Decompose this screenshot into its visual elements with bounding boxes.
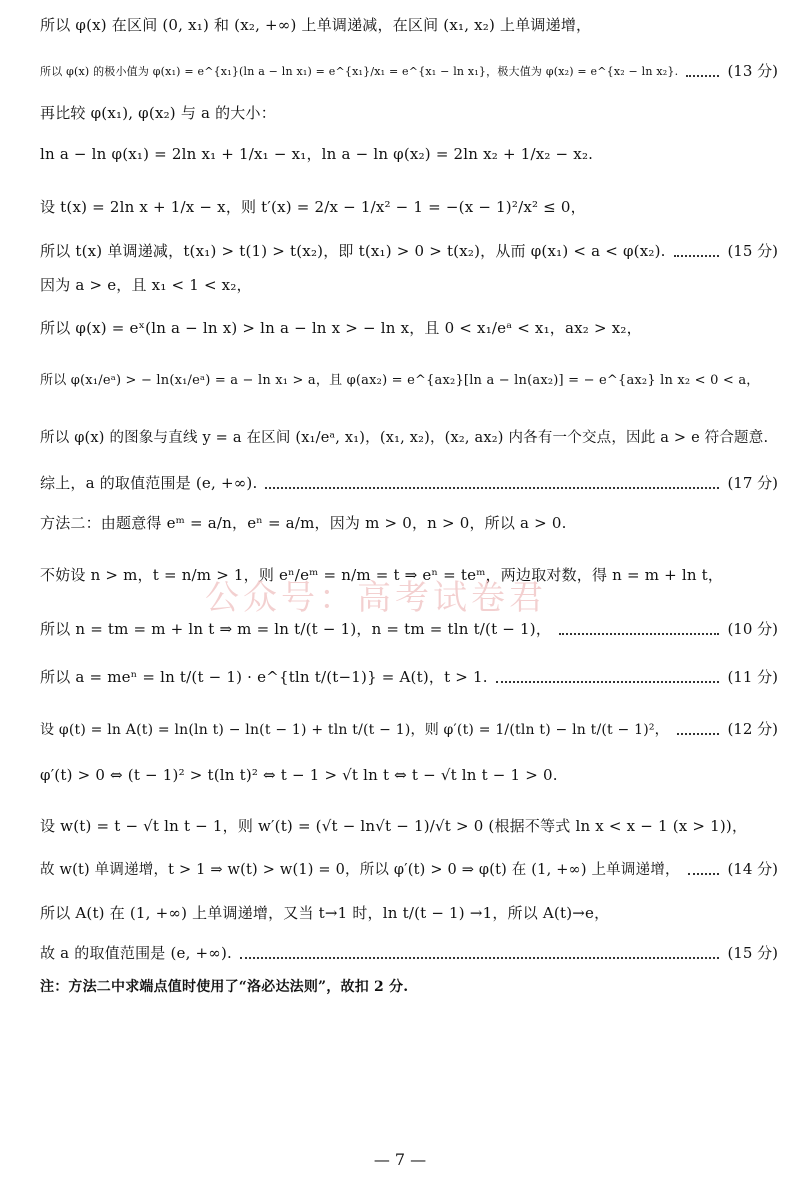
text-line-21 — [40, 942, 778, 963]
text-line-2 — [40, 60, 778, 81]
text-line-18 — [40, 815, 778, 836]
text-line-1 — [40, 14, 778, 35]
line-text: 设 t(x) = 2ln x + 1/x − x，则 t′(x) = 2/x − 1/x² − 1 = −(x − 1)²/x² ≤ 0， — [40, 198, 586, 216]
line-text: 所以 φ(x) 的图象与直线 y = a 在区间 (x₁/eᵃ, x₁)，(x₁, x₂)，(x₂, ax₂) 内各有一个交点，因此 a > e 符合题意. — [40, 430, 769, 446]
text-line-9 — [40, 369, 778, 388]
text-line-16 — [40, 718, 778, 739]
line-text: 设 w(t) = t − √t ln t − 1，则 w′(t) = (√t − ln√t − 1)/√t > 0 (根据不等式 ln x < x − 1 (x > 1))， — [40, 817, 748, 835]
text-line-10 — [40, 426, 778, 447]
line-text: ln a − ln φ(x₁) = 2ln x₁ + 1/x₁ − x₁，ln a − ln φ(x₂) = 2ln x₂ + 1/x₂ − x₂. — [40, 145, 594, 163]
watermark: 公众号：高考试卷君 — [205, 578, 547, 618]
dot-leader — [688, 873, 720, 875]
line-text: 所以 φ(x) 在区间 (0, x₁) 和 (x₂, +∞) 上单调递减，在区间 (x₁, x₂) 上单调递增， — [40, 16, 592, 34]
line-text: 设 φ(t) = ln A(t) = ln(ln t) − ln(t − 1) + tln t/(t − 1)，则 φ′(t) = 1/(tln t) − ln t/(t − 1)²， — [40, 721, 669, 738]
line-text: 所以 t(x) 单调递减，t(x₁) > t(1) > t(x₂)，即 t(x₁) > 0 > t(x₂)，从而 φ(x₁) < a < φ(x₂). — [40, 242, 666, 260]
text-line-3 — [40, 102, 778, 123]
line-text: 所以 a = meⁿ = ln t/(t − 1) · e^{tln t/(t−1)} = A(t)，t > 1. — [40, 668, 488, 686]
text-line-17 — [40, 766, 778, 784]
dot-leader — [686, 75, 719, 77]
line-text: 不妨设 n > m，t = n/m > 1，则 eⁿ/eᵐ = n/m = t ⇒ eⁿ = teᵐ，两边取对数，得 n = m + ln t， — [40, 566, 724, 584]
text-line-7 — [40, 274, 778, 295]
line-text: 再比较 φ(x₁), φ(x₂) 与 a 的大小： — [40, 104, 276, 122]
line-text: 所以 n = tm = m + ln t ⇒ m = ln t/(t − 1)，n = tm = tln t/(t − 1)， — [40, 620, 552, 638]
line-text: 故 a 的取值范围是 (e, +∞). — [40, 944, 232, 962]
dot-leader — [674, 255, 720, 257]
dot-leader — [677, 733, 720, 735]
line-text: 所以 φ(x₁/eᵃ) > − ln(x₁/eᵃ) = a − ln x₁ > a，且 φ(ax₂) = e^{ax₂}[ln a − ln(ax₂)] = − e^{ax₂} ln x₂ < 0 < a， — [40, 373, 760, 388]
line-text: 综上，a 的取值范围是 (e, +∞). — [40, 474, 258, 492]
line-text: 所以 A(t) 在 (1, +∞) 上单调递增，又当 t→1 时，ln t/(t − 1) →1，所以 A(t)→e， — [40, 904, 610, 922]
text-line-20 — [40, 902, 778, 923]
score-mark: (11 分) — [727, 668, 778, 686]
line-text: 所以 φ(x) = eˣ(ln a − ln x) > ln a − ln x > − ln x，且 0 < x₁/eᵃ < x₁，ax₂ > x₂， — [40, 319, 642, 337]
text-line-14 — [40, 618, 778, 639]
line-text: φ′(t) > 0 ⇔ (t − 1)² > t(ln t)² ⇔ t − 1 > √t ln t ⇔ t − √t ln t − 1 > 0. — [40, 766, 558, 784]
dot-leader — [240, 957, 719, 959]
line-text: 方法二：由题意得 eᵐ = a/n，eⁿ = a/m，因为 m > 0，n > 0，所以 a > 0. — [40, 514, 567, 532]
score-mark: (15 分) — [727, 242, 778, 260]
text-line-19 — [40, 858, 778, 879]
text-line-12 — [40, 512, 778, 533]
page-number: — 7 — — [373, 1150, 427, 1169]
score-mark: (15 分) — [727, 944, 778, 962]
dot-leader — [559, 633, 719, 635]
note-text: 注：方法二中求端点值时使用了“洛必达法则”，故扣 2 分. — [40, 979, 409, 995]
dot-leader — [496, 681, 720, 683]
text-line-4 — [40, 143, 778, 164]
score-mark: (14 分) — [727, 860, 778, 878]
text-line-5 — [40, 196, 778, 217]
score-mark: (17 分) — [727, 474, 778, 492]
text-line-15 — [40, 666, 778, 687]
score-mark: (12 分) — [727, 720, 778, 738]
score-mark: (13 分) — [727, 62, 778, 80]
text-line-11 — [40, 472, 778, 493]
line-text: 故 w(t) 单调递增，t > 1 ⇒ w(t) > w(1) = 0，所以 φ′(t) > 0 ⇒ φ(t) 在 (1, +∞) 上单调递增， — [40, 862, 680, 878]
score-mark: (10 分) — [727, 620, 778, 638]
text-line-6 — [40, 240, 778, 261]
line-text: 所以 φ(x) 的极小值为 φ(x₁) = e^{x₁}(ln a − ln x₁) = e^{x₁}/x₁ = e^{x₁ − ln x₁}，极大值为 φ(x₂) = e^{x₂ − ln x₂}. — [40, 64, 679, 78]
text-line-8 — [40, 317, 778, 338]
line-text: 因为 a > e，且 x₁ < 1 < x₂， — [40, 276, 252, 294]
note-line — [40, 976, 778, 996]
dot-leader — [265, 487, 719, 489]
